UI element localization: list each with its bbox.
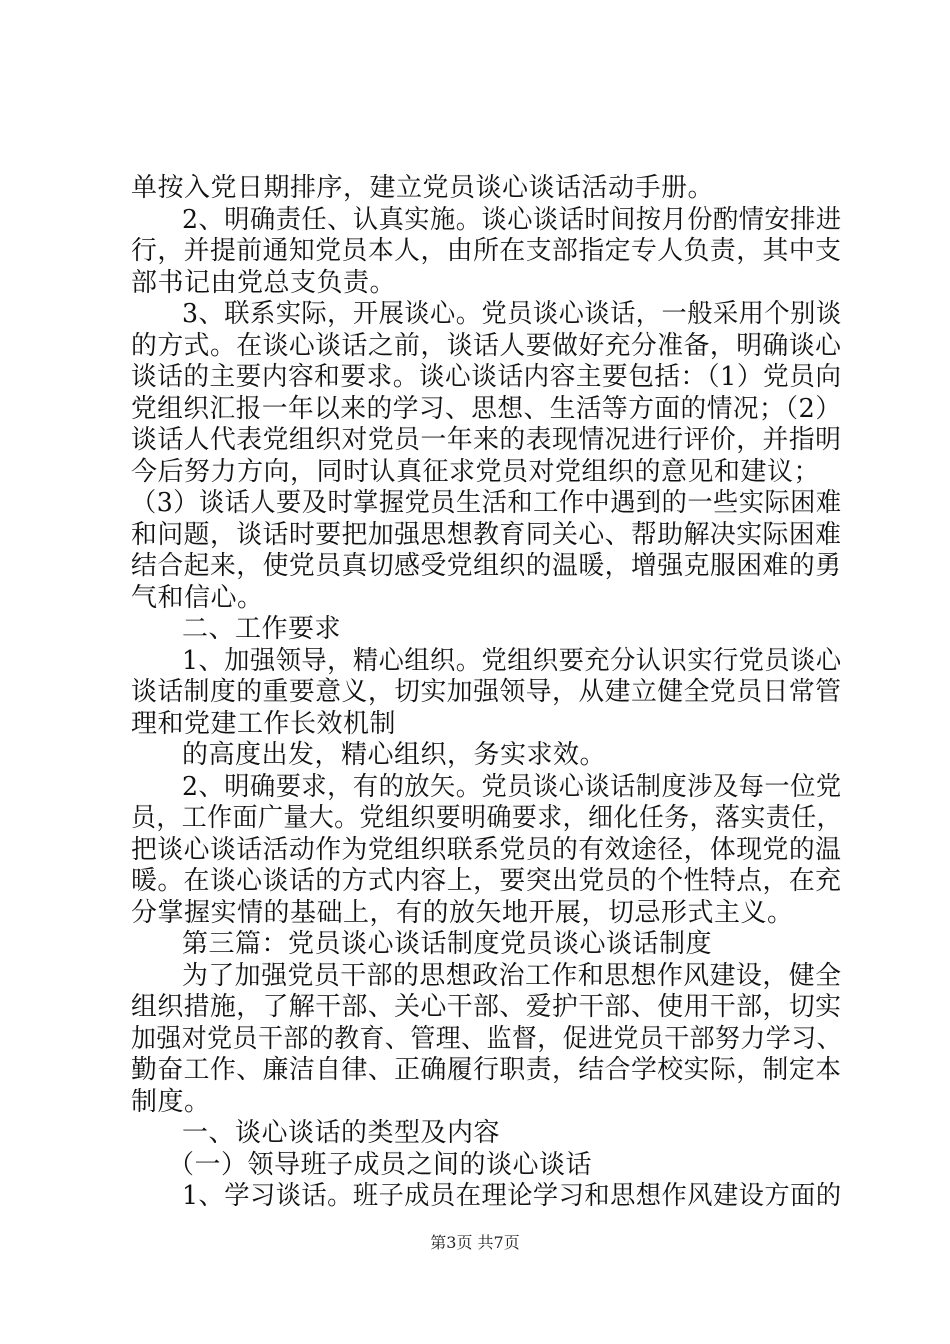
text-line: 组织措施，了解干部、关心干部、爱护干部、使用干部，切实 — [131, 992, 842, 1022]
section-heading: 一、谈心谈话的类型及内容 — [182, 1118, 501, 1148]
page-footer: 第3页 共7页 — [430, 1233, 520, 1252]
text-line: 加强对党员干部的教育、管理、监督，促进党员干部努力学习、 — [131, 1024, 842, 1054]
section-heading: 二、工作要求 — [182, 614, 342, 644]
text-line: 分掌握实情的基础上，有的放矢地开展，切忌形式主义。 — [131, 898, 794, 928]
text-line: 理和党建工作长效机制 — [131, 709, 397, 739]
text-line: 暖。在谈心谈话的方式内容上，要突出党员的个性特点，在充 — [131, 866, 842, 896]
subsection-heading: （一）领导班子成员之间的谈心谈话 — [168, 1150, 593, 1180]
text-line: 和问题，谈话时要把加强思想教育同关心、帮助解决实际困难 — [131, 520, 842, 550]
text-line: 的方式。在谈心谈话之前，谈话人要做好充分准备，明确谈心 — [131, 331, 842, 361]
text-line: 谈话人代表党组织对党员一年来的表现情况进行评价，并指明 — [131, 425, 842, 455]
text-line: 2、明确要求，有的放矢。党员谈心谈话制度涉及每一位党 — [182, 772, 842, 802]
text-line: 把谈心谈话活动作为党组织联系党员的有效途径，体现党的温 — [131, 835, 842, 865]
chapter-heading: 第三篇：党员谈心谈话制度党员谈心谈话制度 — [182, 929, 713, 959]
text-line: 的高度出发，精心组织，务实求效。 — [182, 740, 607, 770]
text-line: 谈话的主要内容和要求。谈心谈话内容主要包括：（1）党员向 — [131, 362, 842, 392]
text-line: 勤奋工作、廉洁自律、正确履行职责，结合学校实际，制定本 — [131, 1055, 842, 1085]
text-line: 单按入党日期排序，建立党员谈心谈话活动手册。 — [131, 173, 715, 203]
text-line: 2、明确责任、认真实施。谈心谈话时间按月份酌情安排进 — [182, 205, 842, 235]
text-line: （3）谈话人要及时掌握党员生活和工作中遇到的一些实际困难 — [131, 488, 842, 518]
text-line: 党组织汇报一年以来的学习、思想、生活等方面的情况；（2） — [131, 394, 842, 424]
text-line: 部书记由党总支负责。 — [131, 268, 397, 298]
text-line: 3、联系实际，开展谈心。党员谈心谈话，一般采用个别谈 — [182, 299, 842, 329]
text-line: 员，工作面广量大。党组织要明确要求，细化任务，落实责任， — [131, 803, 842, 833]
text-line: 1、加强领导，精心组织。党组织要充分认识实行党员谈心 — [182, 646, 842, 676]
text-line: 谈话制度的重要意义，切实加强领导，从建立健全党员日常管 — [131, 677, 842, 707]
text-line: 制度。 — [131, 1087, 211, 1117]
text-line: 今后努力方向，同时认真征求党员对党组织的意见和建议； — [131, 457, 821, 487]
text-line: 气和信心。 — [131, 583, 264, 613]
text-line: 结合起来，使党员真切感受党组织的温暖，增强克服困难的勇 — [131, 551, 842, 581]
text-line: 行，并提前通知党员本人，由所在支部指定专人负责，其中支 — [131, 236, 842, 266]
text-line: 1、学习谈话。班子成员在理论学习和思想作风建设方面的 — [182, 1181, 842, 1211]
text-line: 为了加强党员干部的思想政治工作和思想作风建设，健全 — [182, 961, 842, 991]
